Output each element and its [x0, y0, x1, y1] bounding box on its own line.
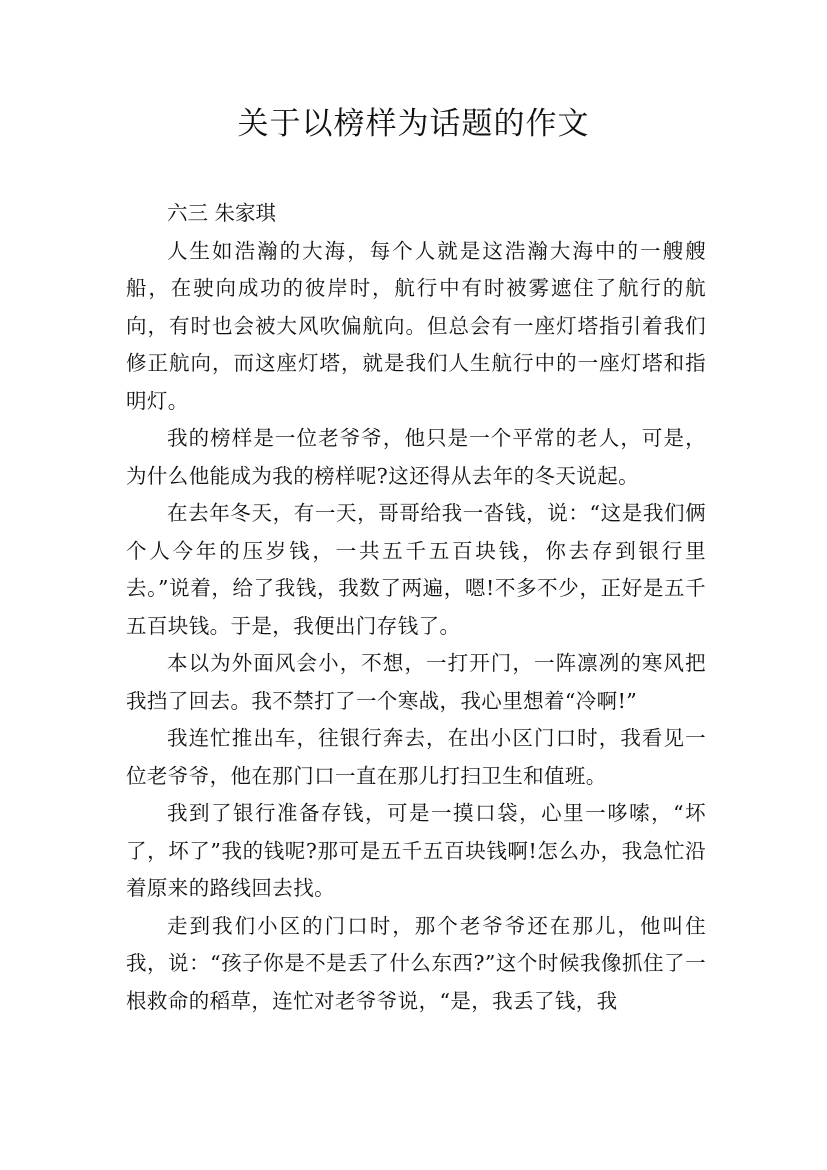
document-body	[126, 195, 706, 1020]
paragraph-2: 我的榜样是一位老爷爷，他只是一个平常的老人，可是，为什么他能成为我的榜样呢?这还得从去年的冬天说起。	[126, 426, 706, 488]
paragraph-3: 在去年冬天，有一天，哥哥给我一沓钱，说：“这是我们俩个人今年的压岁钱，一共五千五百块钱，你去存到银行里去。”说着，给了我钱，我数了两遍，嗯!不多不少，正好是五千五百块钱。于是，我便出门存钱了。	[126, 501, 706, 638]
document-title: 关于以榜样为话题的作文	[237, 106, 590, 142]
paragraph-6: 我到了银行准备存钱，可是一摸口袋，心里一哆嗦，“坏了，坏了”我的钱呢?那可是五千五百块钱啊!怎么办，我急忙沿着原来的路线回去找。	[126, 801, 706, 900]
paragraph-7: 走到我们小区的门口时，那个老爷爷还在那儿，他叫住我，说：“孩子你是不是丢了什么东西?”这个时候我像抓住了一根救命的稻草，连忙对老爷爷说，“是，我丢了钱，我	[126, 913, 706, 1013]
paragraph-4: 本以为外面风会小，不想，一打开门，一阵凛冽的寒风把我挡了回去。我不禁打了一个寒战，我心里想着“冷啊!”	[126, 651, 706, 713]
paragraph-1: 人生如浩瀚的大海，每个人就是这浩瀚大海中的一艘艘船，在驶向成功的彼岸时，航行中有时被雾遮住了航行的航向，有时也会被大风吹偏航向。但总会有一座灯塔指引着我们修正航向，而这座灯塔，就是我们人生航行中的一座灯塔和指明灯。	[126, 238, 706, 413]
author-line: 六三 朱家琪	[167, 201, 277, 225]
paragraph-5: 我连忙推出车，往银行奔去，在出小区门口时，我看见一位老爷爷，他在那门口一直在那儿打扫卫生和值班。	[126, 726, 706, 788]
